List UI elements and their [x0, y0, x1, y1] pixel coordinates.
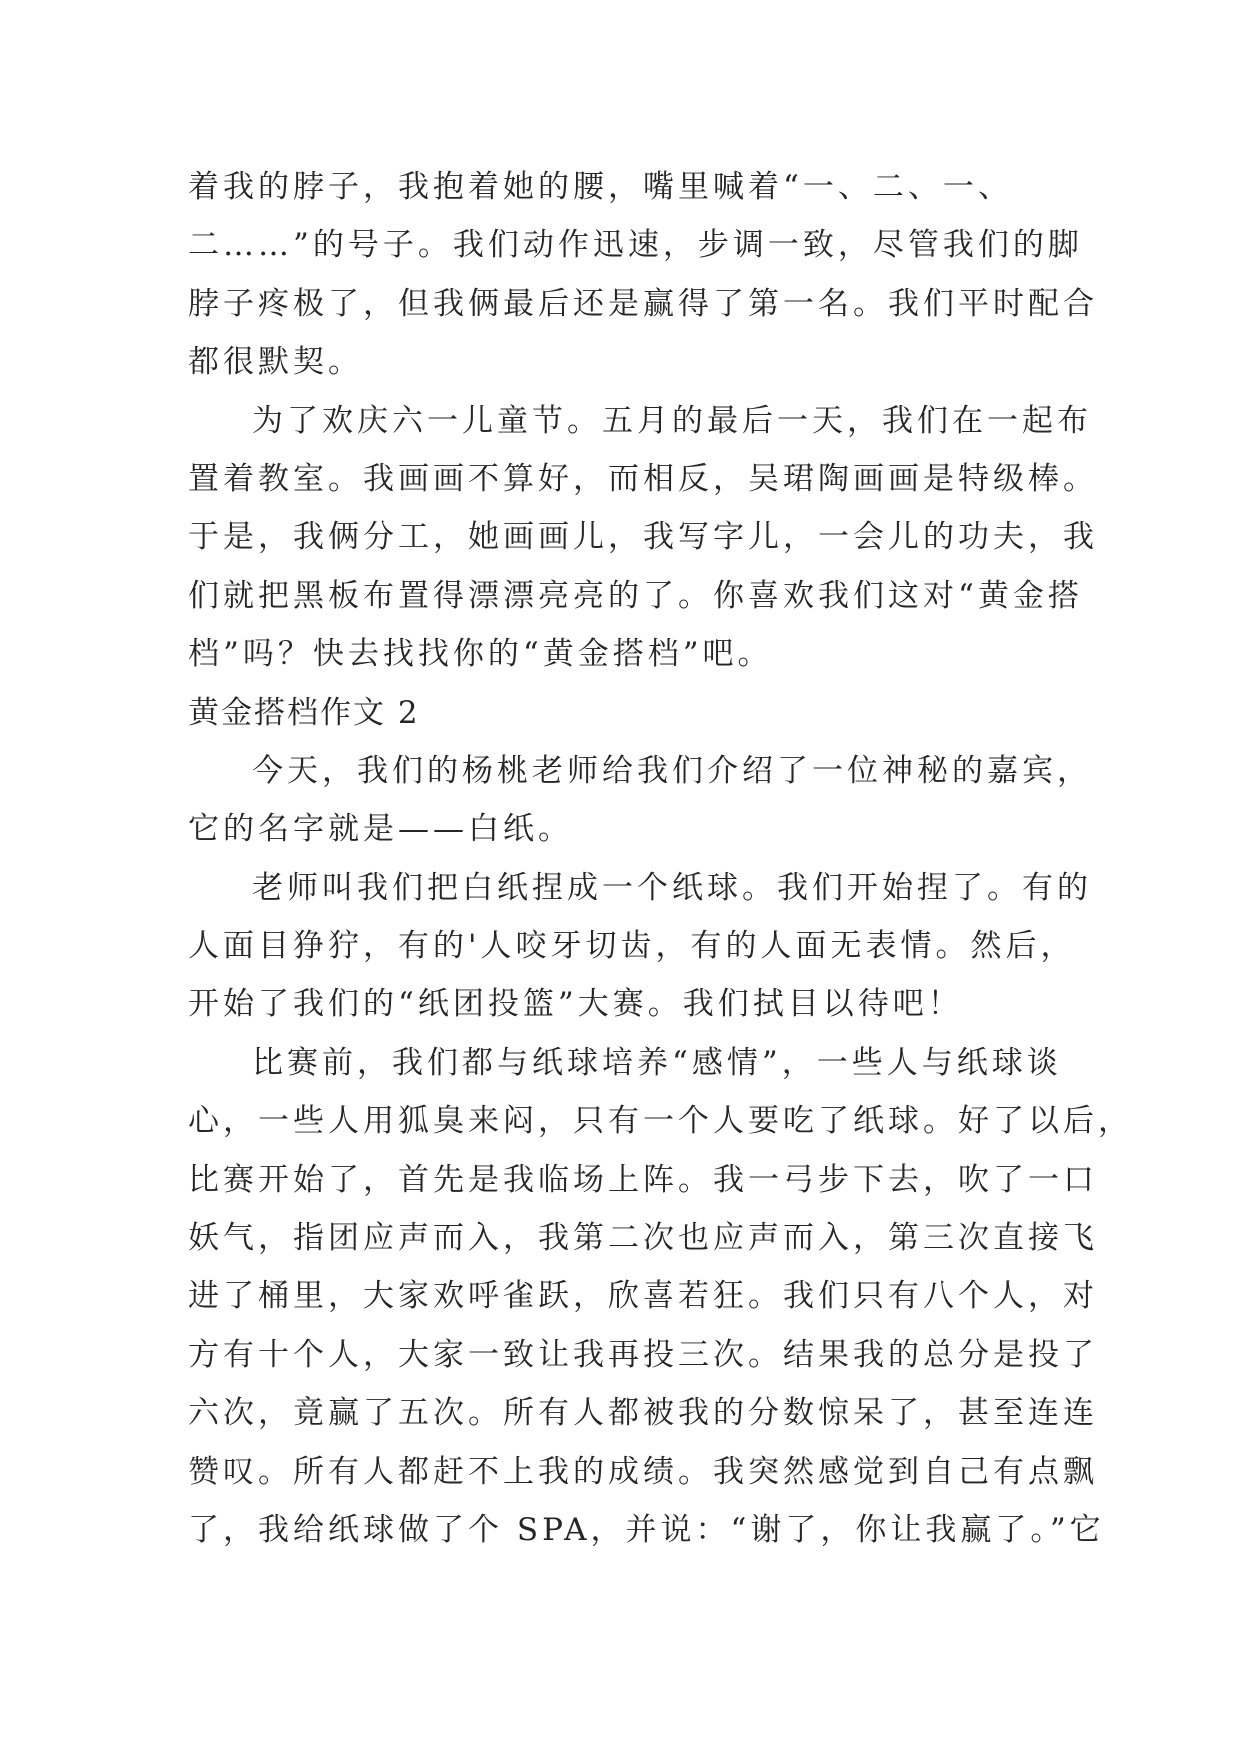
text-line-5: 为了欢庆六一儿童节。五月的最后一天，我们在一起布	[252, 402, 1092, 439]
essay-body	[188, 158, 1133, 1559]
text-line-15: 开始了我们的“纸团投篮”大赛。我们拭目以待吧！	[188, 986, 963, 1023]
text-line-13: 老师叫我们把白纸捏成一个纸球。我们开始捏了。有的	[252, 869, 1092, 906]
text-line-1: 着我的脖子，我抱着她的腰，嘴里喊着“一、二、一、	[188, 169, 1013, 205]
text-line-18: 比赛开始了，首先是我临场上阵。我一弓步下去，吹了一口	[188, 1161, 1098, 1198]
section-heading: 黄金搭档作文 2	[188, 694, 420, 731]
text-line-21: 方有十个人，大家一致让我再投三次。结果我的总分是投了	[188, 1336, 1098, 1373]
text-line-16: 比赛前，我们都与纸球培养“感情”，一些人与纸球谈	[252, 1044, 1062, 1081]
text-line-3: 脖子疼极了，但我俩最后还是赢得了第一名。我们平时配合	[188, 285, 1098, 322]
text-line-2: 二……”的号子。我们动作迅速，步调一致，尽管我们的脚	[188, 227, 1083, 264]
text-line-12: 它的名字就是——白纸。	[188, 811, 573, 848]
text-line-20: 进了桶里，大家欢呼雀跃，欣喜若狂。我们只有八个人，对	[188, 1278, 1098, 1315]
text-line-9: 档”吗？快去找找你的“黄金搭档”吧。	[188, 636, 773, 673]
text-line-6: 置着教室。我画画不算好，而相反，吴珺陶画画是特级棒。	[188, 460, 1098, 497]
text-line-22: 六次，竟赢了五次。所有人都被我的分数惊呆了，甚至连连	[188, 1395, 1098, 1432]
text-line-4: 都很默契。	[188, 344, 363, 381]
text-line-7: 于是，我俩分工，她画画儿，我写字儿，一会儿的功夫，我	[188, 519, 1098, 556]
text-line-8: 们就把黑板布置得漂漂亮亮的了。你喜欢我们这对“黄金搭	[188, 577, 1083, 614]
text-line-17: 心，一些人用狐臭来闷，只有一个人要吃了纸球。好了以后，	[188, 1103, 1133, 1140]
text-line-23: 赞叹。所有人都赶不上我的成绩。我突然感觉到自己有点飘	[188, 1453, 1098, 1490]
text-line-14: 人面目狰狞，有的'人咬牙切齿，有的人面无表情。然后，	[188, 928, 1076, 965]
text-line-19: 妖气，指团应声而入，我第二次也应声而入，第三次直接飞	[188, 1220, 1098, 1257]
text-line-24: 了，我给纸球做了个 SPA，并说：“谢了，你让我赢了。”它	[188, 1511, 1105, 1548]
text-line-11: 今天，我们的杨桃老师给我们介绍了一位神秘的嘉宾，	[252, 752, 1092, 789]
